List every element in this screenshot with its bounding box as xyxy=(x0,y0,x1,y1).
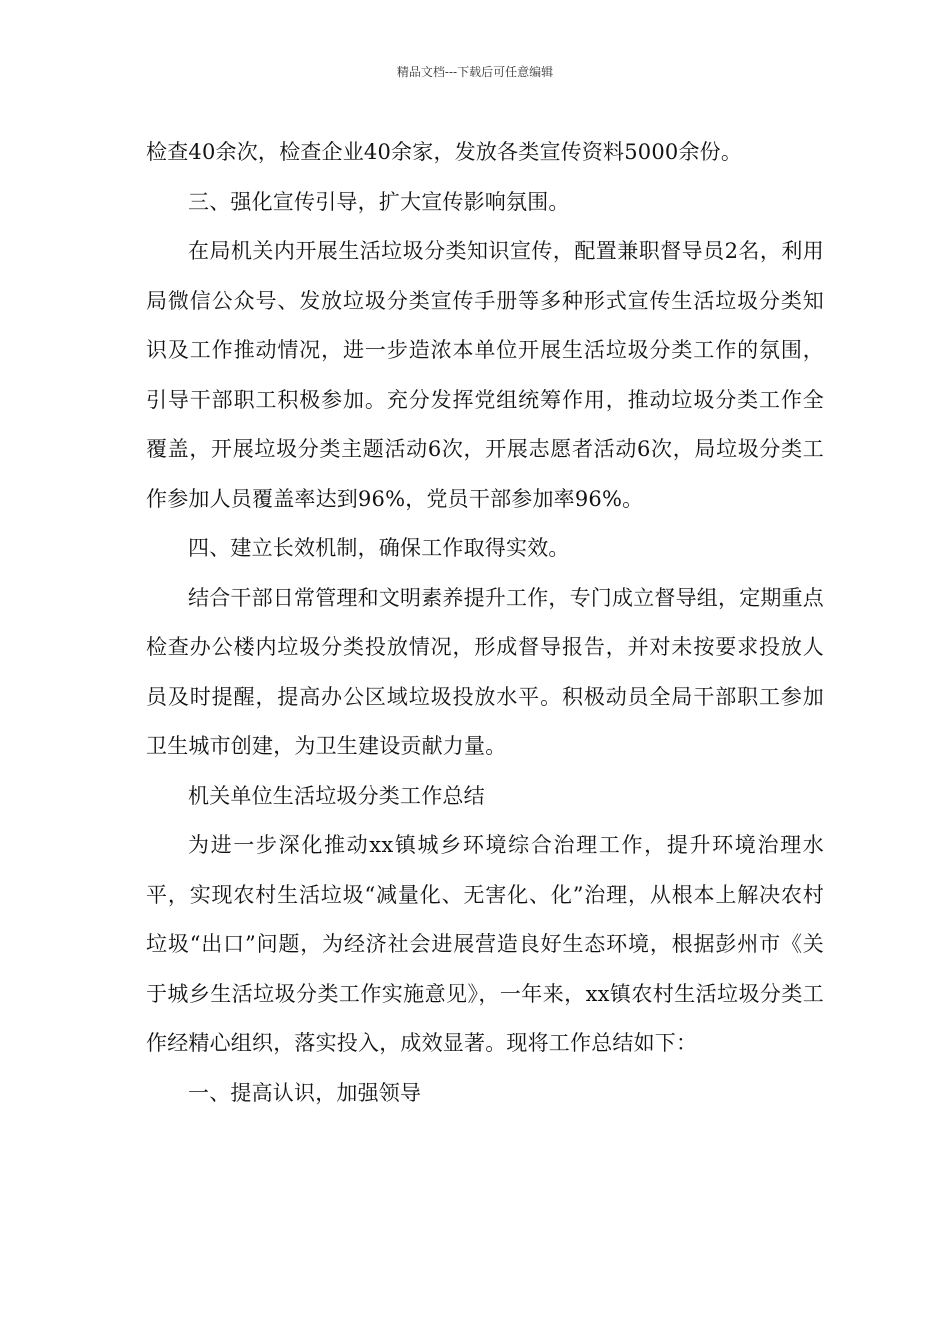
paragraph: 为进一步深化推动xx镇城乡环境综合治理工作，提升环境治理水平，实现农村生活垃圾“减量化、无害化、化”治理，从根本上解决农村垃圾“出口”问题，为经济社会进展营造良好生态环境，根据彭州市《关于城乡生活垃圾分类工作实施意见》，一年来，xx镇农村生活垃圾分类工作经精心组织，落实投入，成效显著。现将工作总结如下： xyxy=(146,833,824,1055)
section-heading: 一、提高认识，加强领导 xyxy=(188,1080,422,1105)
section-heading: 四、建立长效机制，确保工作取得实效。 xyxy=(188,536,570,560)
paragraph: 检查40余次，检查企业40余家，发放各类宣传资料5000余份。 xyxy=(146,140,743,164)
document-body xyxy=(146,128,824,1118)
document-title: 机关单位生活垃圾分类工作总结 xyxy=(188,783,485,808)
page-header: 精品文档---下载后可任意编辑 xyxy=(396,65,554,79)
paragraph: 在局机关内开展生活垃圾分类知识宣传，配置兼职督导员2名，利用局微信公众号、发放垃圾分类宣传手册等多种形式宣传生活垃圾分类知识及工作推动情况，进一步造浓本单位开展生活垃圾分类工作的氛围，引导干部职工积极参加。充分发挥党组统筹作用，推动垃圾分类工作全覆盖，开展垃圾分类主题活动6次，开展志愿者活动6次，局垃圾分类工作参加人员覆盖率达到96%，党员干部参加率96%。 xyxy=(146,239,824,511)
paragraph: 结合干部日常管理和文明素养提升工作，专门成立督导组，定期重点检查办公楼内垃圾分类投放情况，形成督导报告，并对未按要求投放人员及时提醒，提高办公区域垃圾投放水平。积极动员全局干部职工参加卫生城市创建，为卫生建设贡献力量。 xyxy=(146,585,824,758)
section-heading: 三、强化宣传引导，扩大宣传影响氛围。 xyxy=(188,189,570,214)
